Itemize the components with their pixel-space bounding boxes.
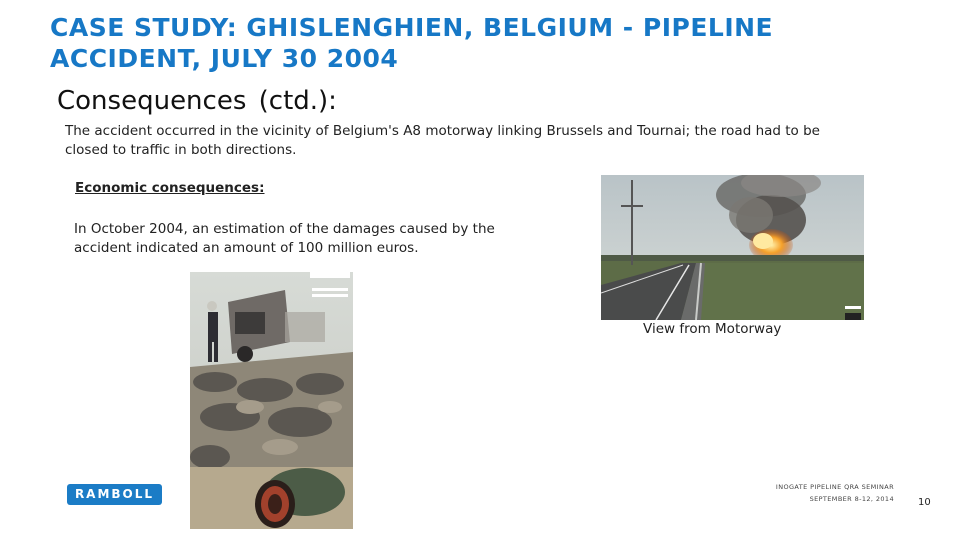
- slide-subtitle: Consequences (ctd.):: [57, 86, 337, 116]
- intro-paragraph: The accident occurred in the vicinity of Belgium's A8 motorway linking Brussels and Tournai; the road had to be closed to traffic in both directions.: [65, 123, 820, 158]
- footer-event-info: [776, 481, 894, 505]
- motorway-photo: [601, 175, 864, 320]
- footer-event-line2: SEPTEMBER 8-12, 2014: [809, 495, 894, 503]
- ramboll-logo: RAMBOLL: [67, 484, 162, 505]
- page-number: 10: [918, 497, 931, 508]
- wreck-photo: [190, 272, 353, 529]
- footer-event-line1: INOGATE PIPELINE QRA SEMINAR: [775, 483, 894, 491]
- economic-body: In October 2004, an estimation of the damages caused by the accident indicated an amount of 100 million euros.: [74, 221, 495, 256]
- slide-title: CASE STUDY: GHISLENGHIEN, BELGIUM - PIPELINE ACCIDENT, JULY 30 2004: [50, 13, 774, 73]
- economic-heading: Economic consequences:: [75, 180, 265, 196]
- motorway-photo-caption: View from Motorway: [643, 321, 782, 337]
